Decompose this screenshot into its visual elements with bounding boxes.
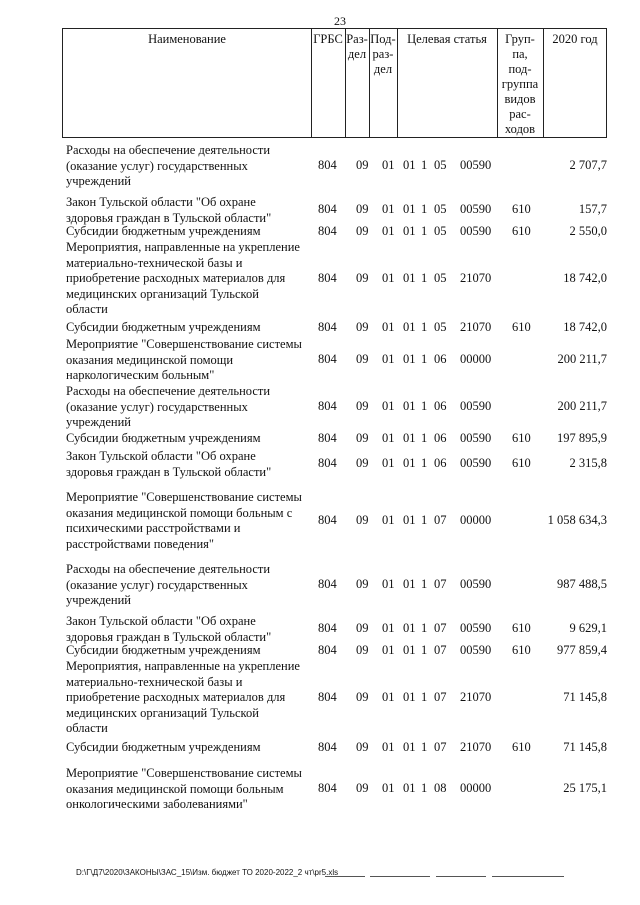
row-name-line: Закон Тульской области "Об охране <box>66 195 256 209</box>
cell-grbs: 804 <box>318 690 337 704</box>
row-name <box>66 384 311 431</box>
row-name <box>66 562 311 609</box>
header-podrazdel-line: раз- <box>372 47 394 61</box>
cell-measure: 06 <box>434 399 447 413</box>
cell-measure: 05 <box>434 158 447 172</box>
header-year: 2020 год <box>552 32 598 46</box>
row-name-line: приобретение расходных материалов для <box>66 690 286 704</box>
cell-razdel: 09 <box>356 643 369 657</box>
header-grbs: ГРБС <box>313 32 343 46</box>
cell-podrazdel: 01 <box>382 513 395 527</box>
header-podrazdel <box>369 29 397 137</box>
row-name-line: медицинских организаций Тульской <box>66 705 259 720</box>
cell-direction: 00000 <box>460 352 492 366</box>
cell-vr: 610 <box>512 456 531 470</box>
cell-razdel: 09 <box>356 690 369 704</box>
table-row <box>62 320 607 336</box>
cell-podrazdel: 01 <box>382 456 395 470</box>
row-name <box>66 337 311 384</box>
cell-grbs: 804 <box>318 431 337 445</box>
cell-direction: 00590 <box>460 431 492 445</box>
row-name-line: онкологическими заболеваниями" <box>66 797 248 811</box>
header-vr-line: под- <box>508 62 532 76</box>
row-name-line: Расходы на обеспечение деятельности <box>66 143 271 157</box>
cell-grbs: 804 <box>318 643 337 657</box>
cell-direction: 00590 <box>460 224 492 238</box>
table-row <box>62 614 607 645</box>
cell-podrazdel: 01 <box>382 399 395 413</box>
row-name <box>66 766 311 813</box>
row-name-line: учреждений <box>66 174 131 188</box>
cell-program: 01 <box>403 577 416 591</box>
table-row <box>62 659 607 737</box>
cell-podrazdel: 01 <box>382 621 395 635</box>
cell-measure: 07 <box>434 621 447 635</box>
header-vr-line: Груп- <box>505 32 535 46</box>
cell-grbs: 804 <box>318 740 337 754</box>
cell-measure: 08 <box>434 781 447 795</box>
cell-amount: 71 145,8 <box>563 740 607 754</box>
cell-vr: 610 <box>512 431 531 445</box>
cell-direction: 00000 <box>460 513 492 527</box>
cell-direction: 00590 <box>460 202 492 216</box>
table-row <box>62 490 607 552</box>
cell-vr: 610 <box>512 643 531 657</box>
cell-direction: 00590 <box>460 399 492 413</box>
row-name <box>66 143 311 190</box>
cell-amount: 18 742,0 <box>563 271 607 285</box>
row-name-line: оказания медицинской помощи больным <box>66 781 284 796</box>
cell-subprogram: 1 <box>421 577 428 591</box>
header-razdel-line: дел <box>347 47 367 61</box>
cell-program: 01 <box>403 271 416 285</box>
header-podrazdel-line: Под- <box>370 32 396 46</box>
cell-program: 01 <box>403 621 416 635</box>
cell-measure: 07 <box>434 690 447 704</box>
cell-measure: 07 <box>434 643 447 657</box>
cell-amount: 71 145,8 <box>563 690 607 704</box>
cell-measure: 06 <box>434 431 447 445</box>
cell-razdel: 09 <box>356 320 369 334</box>
cell-direction: 00590 <box>460 643 492 657</box>
cell-program: 01 <box>403 740 416 754</box>
cell-grbs: 804 <box>318 158 337 172</box>
row-name-line: Закон Тульской области "Об охране <box>66 614 256 628</box>
row-name-line: Субсидии бюджетным учреждениям <box>66 643 261 657</box>
cell-amount: 200 211,7 <box>557 352 607 366</box>
row-name-line: материально-технической базы и <box>66 674 243 689</box>
cell-razdel: 09 <box>356 271 369 285</box>
table-row <box>62 740 607 756</box>
footer-rule <box>325 876 365 877</box>
table-row <box>62 195 607 226</box>
cell-measure: 06 <box>434 352 447 366</box>
cell-amount: 1 058 634,3 <box>547 513 607 527</box>
row-name-line: (оказание услуг) государственных <box>66 399 248 414</box>
cell-direction: 00590 <box>460 456 492 470</box>
cell-grbs: 804 <box>318 202 337 216</box>
row-name-line: расстройствами поведения" <box>66 536 215 551</box>
row-name-line: (оказание услуг) государственных <box>66 158 248 173</box>
cell-amount: 977 859,4 <box>557 643 607 657</box>
table-row <box>62 431 607 447</box>
table-row <box>62 143 607 190</box>
cell-subprogram: 1 <box>421 158 428 172</box>
cell-direction: 21070 <box>460 740 492 754</box>
cell-direction: 00000 <box>460 781 492 795</box>
row-name-line: Мероприятие "Совершенствование системы <box>66 766 302 780</box>
row-name-line: Мероприятие "Совершенствование системы <box>66 490 302 504</box>
cell-amount: 18 742,0 <box>563 320 607 334</box>
row-name <box>66 659 311 737</box>
cell-grbs: 804 <box>318 781 337 795</box>
row-name-line: психическими расстройствами и <box>66 521 241 535</box>
header-vr-line: ходов <box>504 122 536 136</box>
cell-grbs: 804 <box>318 577 337 591</box>
row-name <box>66 224 311 240</box>
row-name-line: Мероприятия, направленные на укрепление <box>66 240 300 254</box>
cell-podrazdel: 01 <box>382 320 395 334</box>
cell-podrazdel: 01 <box>382 202 395 216</box>
cell-vr: 610 <box>512 202 531 216</box>
cell-subprogram: 1 <box>421 781 428 795</box>
cell-razdel: 09 <box>356 740 369 754</box>
header-vr-line: рас- <box>509 107 531 121</box>
cell-podrazdel: 01 <box>382 352 395 366</box>
cell-direction: 21070 <box>460 271 492 285</box>
cell-amount: 9 629,1 <box>569 621 607 635</box>
cell-program: 01 <box>403 431 416 445</box>
row-name-line: оказания медицинской помощи <box>66 352 234 367</box>
row-name <box>66 431 311 447</box>
footer-rule <box>370 876 430 877</box>
row-name-line: оказания медицинской помощи больным с <box>66 505 293 520</box>
cell-direction: 00590 <box>460 158 492 172</box>
row-name <box>66 490 311 552</box>
cell-podrazdel: 01 <box>382 224 395 238</box>
cell-grbs: 804 <box>318 456 337 470</box>
cell-program: 01 <box>403 643 416 657</box>
table-row <box>62 562 607 609</box>
row-name <box>66 643 311 659</box>
cell-measure: 07 <box>434 577 447 591</box>
row-name-line: здоровья граждан в Тульской области" <box>66 629 272 644</box>
cell-measure: 06 <box>434 456 447 470</box>
cell-measure: 05 <box>434 320 447 334</box>
cell-program: 01 <box>403 781 416 795</box>
cell-direction: 21070 <box>460 690 492 704</box>
cell-podrazdel: 01 <box>382 740 395 754</box>
row-name-line: материально-технической базы и <box>66 255 243 270</box>
row-name-line: Субсидии бюджетным учреждениям <box>66 431 261 445</box>
cell-vr: 610 <box>512 320 531 334</box>
cell-subprogram: 1 <box>421 690 428 704</box>
cell-razdel: 09 <box>356 513 369 527</box>
cell-subprogram: 1 <box>421 513 428 527</box>
row-name-line: Субсидии бюджетным учреждениям <box>66 740 261 754</box>
row-name-line: Расходы на обеспечение деятельности <box>66 562 271 576</box>
cell-grbs: 804 <box>318 271 337 285</box>
cell-vr: 610 <box>512 224 531 238</box>
cell-amount: 25 175,1 <box>563 781 607 795</box>
cell-amount: 2 315,8 <box>569 456 607 470</box>
header-razdel <box>345 29 369 137</box>
header-podrazdel-line: дел <box>373 62 393 76</box>
row-name-line: области <box>66 302 108 316</box>
row-name-line: здоровья граждан в Тульской области" <box>66 210 272 225</box>
cell-podrazdel: 01 <box>382 690 395 704</box>
cell-program: 01 <box>403 513 416 527</box>
cell-amount: 197 895,9 <box>557 431 607 445</box>
cell-subprogram: 1 <box>421 399 428 413</box>
cell-amount: 987 488,5 <box>557 577 607 591</box>
header-vr-line: видов <box>504 92 536 106</box>
cell-razdel: 09 <box>356 781 369 795</box>
row-name <box>66 195 311 226</box>
header-vr-line: па, <box>512 47 528 61</box>
cell-podrazdel: 01 <box>382 781 395 795</box>
cell-podrazdel: 01 <box>382 271 395 285</box>
cell-measure: 07 <box>434 513 447 527</box>
table-row <box>62 224 607 240</box>
cell-razdel: 09 <box>356 158 369 172</box>
header-vr-line: группа <box>501 77 539 91</box>
row-name-line: учреждений <box>66 593 131 607</box>
cell-subprogram: 1 <box>421 643 428 657</box>
cell-subprogram: 1 <box>421 202 428 216</box>
cell-razdel: 09 <box>356 456 369 470</box>
cell-direction: 21070 <box>460 320 492 334</box>
table-row <box>62 240 607 318</box>
row-name-line: Субсидии бюджетным учреждениям <box>66 224 261 238</box>
cell-razdel: 09 <box>356 224 369 238</box>
cell-subprogram: 1 <box>421 740 428 754</box>
cell-direction: 00590 <box>460 577 492 591</box>
cell-grbs: 804 <box>318 352 337 366</box>
cell-program: 01 <box>403 352 416 366</box>
cell-podrazdel: 01 <box>382 431 395 445</box>
cell-razdel: 09 <box>356 399 369 413</box>
cell-measure: 05 <box>434 224 447 238</box>
cell-amount: 2 550,0 <box>569 224 607 238</box>
row-name-line: Закон Тульской области "Об охране <box>66 449 256 463</box>
cell-amount: 200 211,7 <box>557 399 607 413</box>
table-header <box>62 28 607 138</box>
cell-podrazdel: 01 <box>382 643 395 657</box>
table-row <box>62 449 607 480</box>
cell-program: 01 <box>403 456 416 470</box>
cell-program: 01 <box>403 690 416 704</box>
row-name-line: наркологическим больным" <box>66 368 215 382</box>
cell-measure: 07 <box>434 740 447 754</box>
cell-program: 01 <box>403 224 416 238</box>
table-row <box>62 766 607 813</box>
row-name <box>66 740 311 756</box>
table-row <box>62 337 607 384</box>
cell-program: 01 <box>403 202 416 216</box>
row-name-line: медицинских организаций Тульской <box>66 286 259 301</box>
table-row <box>62 384 607 431</box>
row-name-line: Мероприятие "Совершенствование системы <box>66 337 302 351</box>
cell-amount: 157,7 <box>578 202 607 216</box>
cell-measure: 05 <box>434 271 447 285</box>
cell-grbs: 804 <box>318 513 337 527</box>
page-number: 23 <box>334 14 346 28</box>
row-name <box>66 449 311 480</box>
cell-subprogram: 1 <box>421 320 428 334</box>
header-vr <box>497 29 543 137</box>
cell-program: 01 <box>403 399 416 413</box>
row-name-line: здоровья граждан в Тульской области" <box>66 464 272 479</box>
footer-rule <box>492 876 564 877</box>
cell-razdel: 09 <box>356 431 369 445</box>
cell-grbs: 804 <box>318 399 337 413</box>
cell-amount: 2 707,7 <box>569 158 607 172</box>
cell-razdel: 09 <box>356 202 369 216</box>
header-name: Наименование <box>148 32 226 46</box>
cell-subprogram: 1 <box>421 456 428 470</box>
cell-subprogram: 1 <box>421 431 428 445</box>
row-name <box>66 240 311 318</box>
cell-podrazdel: 01 <box>382 158 395 172</box>
cell-direction: 00590 <box>460 621 492 635</box>
row-name-line: (оказание услуг) государственных <box>66 577 248 592</box>
header-target: Целевая статья <box>407 32 487 46</box>
cell-subprogram: 1 <box>421 224 428 238</box>
file-path-footer: D:\Г\Д7\2020\ЗАКОНЫ\ЗАС_15\Изм. бюджет ТО 2020-2022_2 чт\pr5.xls <box>76 868 339 877</box>
cell-vr: 610 <box>512 621 531 635</box>
header-razdel-line: Раз- <box>346 32 368 46</box>
cell-program: 01 <box>403 320 416 334</box>
cell-razdel: 09 <box>356 352 369 366</box>
cell-podrazdel: 01 <box>382 577 395 591</box>
cell-measure: 05 <box>434 202 447 216</box>
cell-grbs: 804 <box>318 224 337 238</box>
row-name-line: Субсидии бюджетным учреждениям <box>66 320 261 334</box>
row-name-line: Мероприятия, направленные на укрепление <box>66 659 300 673</box>
cell-subprogram: 1 <box>421 271 428 285</box>
cell-vr: 610 <box>512 740 531 754</box>
cell-program: 01 <box>403 158 416 172</box>
cell-razdel: 09 <box>356 621 369 635</box>
cell-grbs: 804 <box>318 621 337 635</box>
cell-subprogram: 1 <box>421 352 428 366</box>
row-name-line: приобретение расходных материалов для <box>66 271 286 285</box>
row-name-line: учреждений <box>66 415 131 429</box>
row-name-line: Расходы на обеспечение деятельности <box>66 384 271 398</box>
cell-grbs: 804 <box>318 320 337 334</box>
cell-razdel: 09 <box>356 577 369 591</box>
row-name <box>66 320 311 336</box>
footer-rule <box>436 876 486 877</box>
row-name-line: области <box>66 721 108 735</box>
row-name <box>66 614 311 645</box>
cell-subprogram: 1 <box>421 621 428 635</box>
table-row <box>62 643 607 659</box>
